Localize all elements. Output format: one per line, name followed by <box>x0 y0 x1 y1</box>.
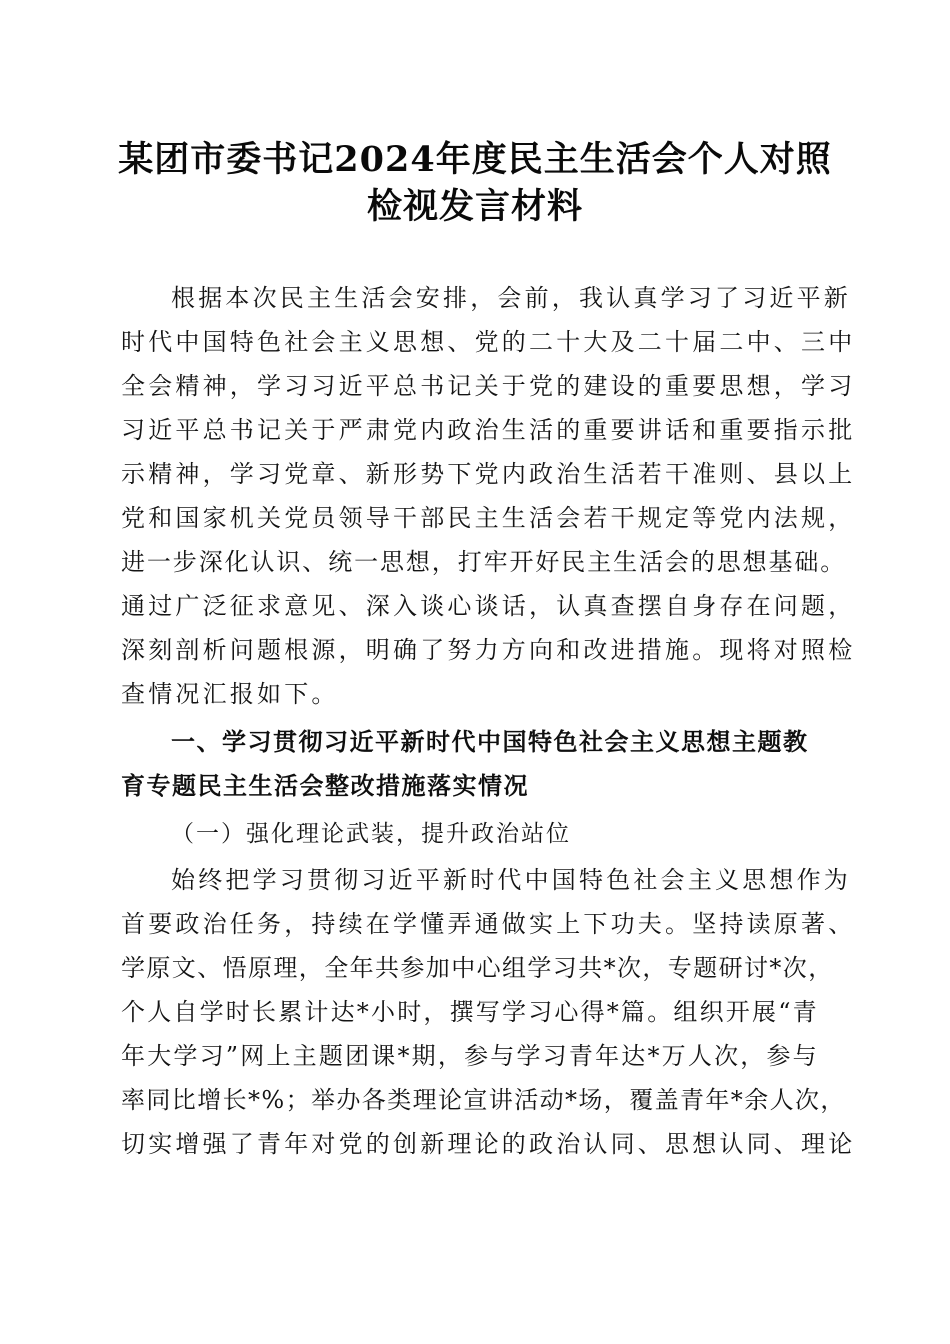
body-line: 率同比增长*%；举办各类理论宣讲活动*场，覆盖青年*余人次， <box>121 1086 846 1114</box>
body-line: 学原文、悟原理，全年共参加中心组学习共*次，专题研讨*次， <box>121 954 834 982</box>
intro-line: 进一步深化认识、统一思想，打牢开好民主生活会的思想基础。 <box>121 548 847 576</box>
intro-line: 全会精神，学习习近平总书记关于党的建设的重要思想，学习 <box>121 372 856 400</box>
intro-line: 根据本次民主生活会安排，会前，我认真学习了习近平新 <box>171 284 851 312</box>
body-line: 年大学习”网上主题团课*期，参与学习青年达*万人次，参与 <box>121 1042 819 1070</box>
intro-line: 党和国家机关党员领导干部民主生活会若干规定等党内法规， <box>121 504 856 532</box>
intro-line: 深刻剖析问题根源，明确了努力方向和改进措施。现将对照检 <box>121 636 856 664</box>
section-heading-line: 一、学习贯彻习近平新时代中国特色社会主义思想主题教 <box>171 728 809 756</box>
body-line: 切实增强了青年对党的创新理论的政治认同、思想认同、理论 <box>121 1130 856 1158</box>
intro-line: 习近平总书记关于严肃党内政治生活的重要讲话和重要指示批 <box>121 416 856 444</box>
body-line: 始终把学习贯彻习近平新时代中国特色社会主义思想作为 <box>171 866 851 894</box>
section-heading-line: 育专题民主生活会整改措施落实情况 <box>121 772 529 800</box>
subsection-heading: （一）强化理论武装，提升政治站位 <box>171 821 571 847</box>
intro-line: 时代中国特色社会主义思想、党的二十大及二十届二中、三中 <box>121 328 856 356</box>
intro-line: 通过广泛征求意见、深入谈心谈话，认真查摆自身存在问题， <box>121 592 856 620</box>
body-line: 个人自学时长累计达*小时，撰写学习心得*篇。组织开展“青 <box>121 998 819 1026</box>
body-line: 首要政治任务，持续在学懂弄通做实上下功夫。坚持读原著、 <box>121 910 856 938</box>
document-title-line-1: 某团市委书记2024年度民主生活会个人对照 <box>118 139 832 180</box>
intro-line: 示精神，学习党章、新形势下党内政治生活若干准则、县以上 <box>121 460 856 488</box>
document-title-line-2: 检视发言材料 <box>366 186 583 227</box>
intro-line: 查情况汇报如下。 <box>121 680 339 708</box>
